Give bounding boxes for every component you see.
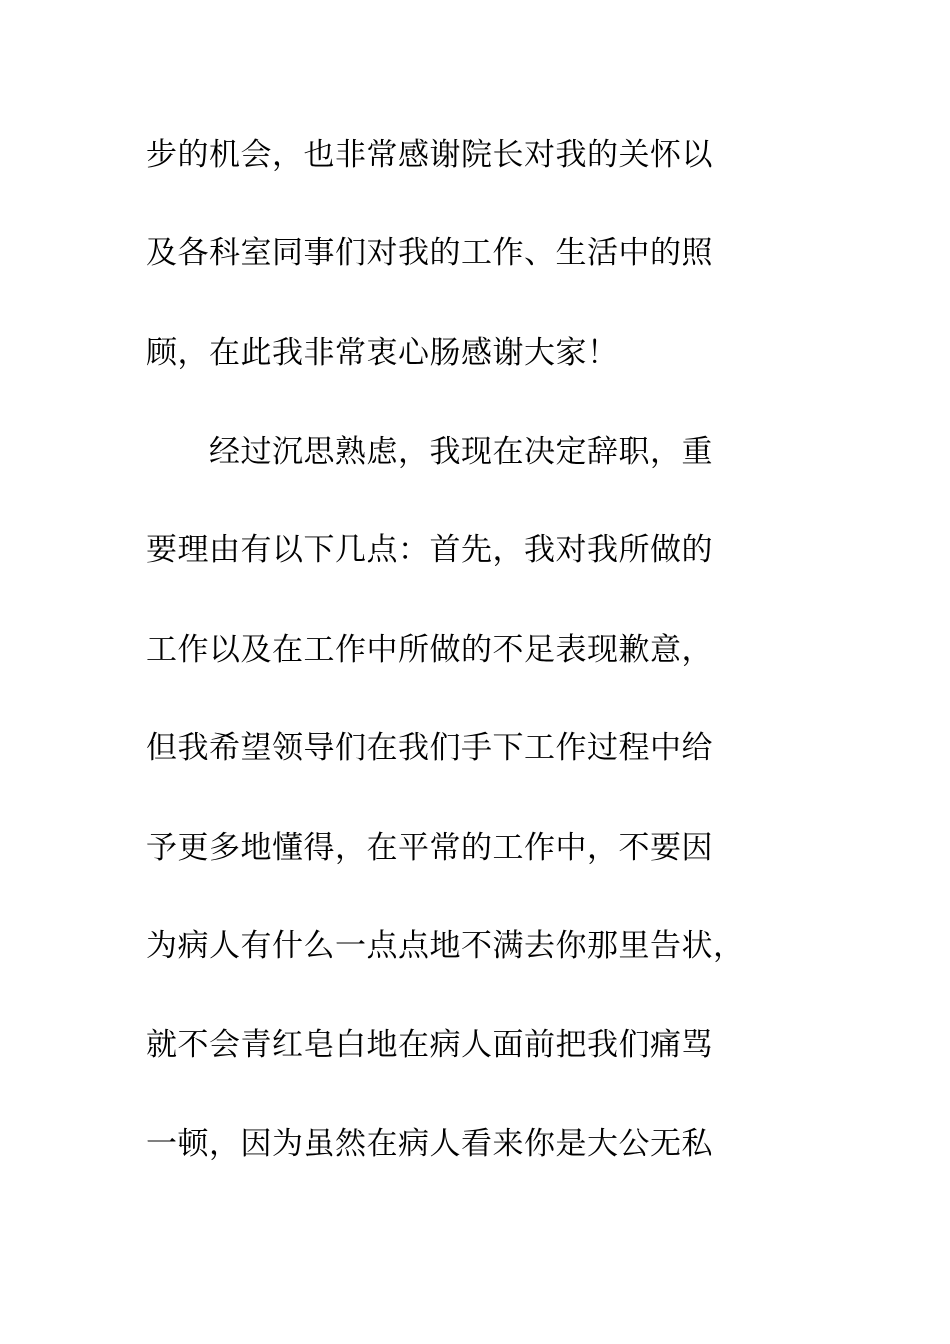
text-line: 但我希望领导们在我们手下工作过程中给 [146, 730, 713, 766]
text-line: 步的机会，也非常感谢院长对我的关怀以 [146, 137, 713, 173]
text-line: 要理由有以下几点：首先，我对我所做的 [146, 532, 713, 568]
text-line: 就不会青红皂白地在病人面前把我们痛骂 [146, 1027, 713, 1063]
text-line: 为病人有什么一点点地不满去你那里告状， [146, 928, 745, 964]
text-line: 经过沉思熟虑，我现在决定辞职，重 [146, 434, 713, 470]
text-line: 工作以及在工作中所做的不足表现歉意， [146, 632, 713, 668]
text-line: 予更多地懂得，在平常的工作中，不要因 [146, 830, 713, 866]
text-line: 一顿，因为虽然在病人看来你是大公无私 [146, 1126, 713, 1162]
text-line: 及各科室同事们对我的工作、生活中的照 [146, 235, 713, 271]
text-line: 顾，在此我非常衷心肠感谢大家！ [146, 335, 619, 371]
